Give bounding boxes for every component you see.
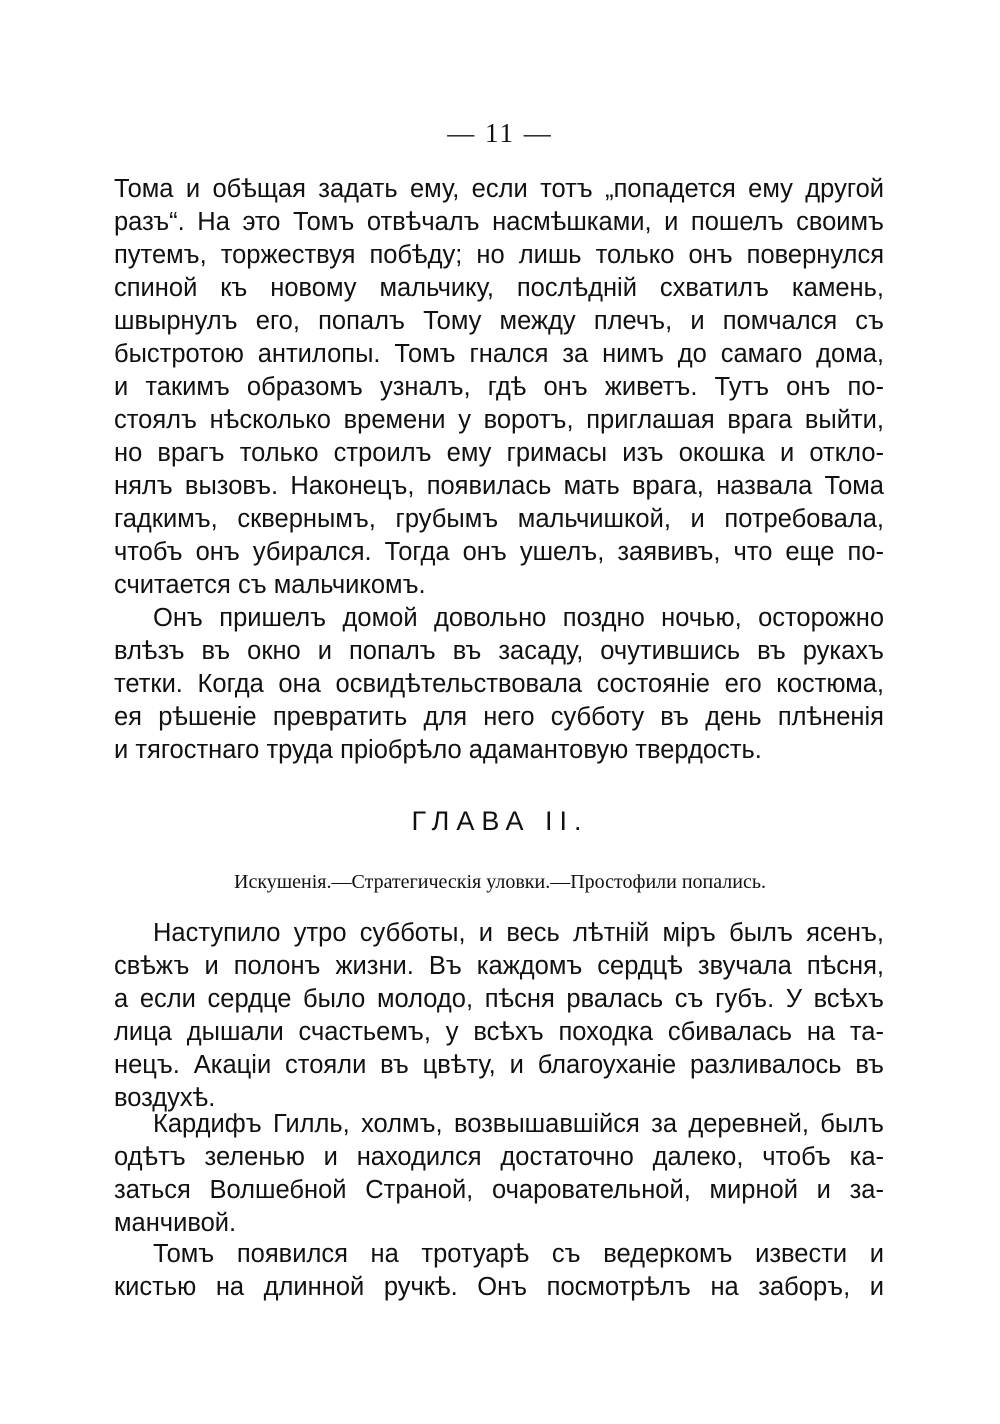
text-line: швырнулъ его, попалъ Тому между плечъ, и помчался съ bbox=[114, 307, 884, 335]
text-line: и такимъ образомъ узналъ, гдѣ онъ живетъ. Тутъ онъ по- bbox=[114, 373, 884, 401]
text-line: нялъ вызовъ. Наконецъ, появилась мать врага, назвала Тома bbox=[114, 472, 884, 500]
text-line: Наступило утро субботы, и весь лѣтній міръ былъ ясенъ, bbox=[153, 919, 884, 947]
text-line: быстротою антилопы. Томъ гнался за нимъ до самаго дома, bbox=[114, 340, 884, 368]
chapter-subtitle: Искушенія.—Стратегическія уловки.—Простофили попались. bbox=[234, 871, 766, 893]
text-line: тетки. Когда она освидѣтельствовала состояніе его костюма, bbox=[114, 670, 884, 698]
text-line: кистью на длинной ручкѣ. Онъ посмотрѣлъ на заборъ, и bbox=[114, 1273, 884, 1301]
text-line: путемъ, торжествуя побѣду; но лишь только онъ повернулся bbox=[114, 241, 884, 269]
text-line: стоялъ нѣсколько времени у воротъ, приглашая врага выйти, bbox=[114, 406, 884, 434]
text-line: одѣтъ зеленью и находился достаточно далеко, чтобъ ка- bbox=[114, 1143, 884, 1171]
text-line: Кардифъ Гилль, холмъ, возвышавшійся за деревней, былъ bbox=[153, 1110, 884, 1138]
text-line: разъ“. На это Томъ отвѣчалъ насмѣшками, и пошелъ своимъ bbox=[114, 208, 884, 236]
text-line: заться Волшебной Страной, очаровательной, мирной и за- bbox=[114, 1176, 884, 1204]
text-line: нецъ. Акаціи стояли въ цвѣту, и благоуханіе разливалось въ bbox=[114, 1051, 884, 1079]
text-line: воздухѣ. bbox=[114, 1084, 216, 1112]
text-line: чтобъ онъ убирался. Тогда онъ ушелъ, заявивъ, что еще по- bbox=[114, 538, 884, 566]
text-line: Тома и обѣщая задать ему, если тотъ „попадется ему другой bbox=[114, 175, 884, 203]
text-line: ея рѣшеніе превратить для него субботу въ день плѣненія bbox=[114, 703, 884, 731]
text-line: гадкимъ, сквернымъ, грубымъ мальчишкой, и потребовала, bbox=[114, 505, 884, 533]
text-line: спиной къ новому мальчику, послѣдній схватилъ камень, bbox=[114, 274, 884, 302]
text-line: лица дышали счастьемъ, у всѣхъ походка сбивалась на та- bbox=[114, 1018, 884, 1046]
text-line: Томъ появился на тротуарѣ съ ведеркомъ извести и bbox=[153, 1240, 884, 1268]
text-line: но врагъ только строилъ ему гримасы изъ окошка и откло- bbox=[114, 439, 884, 467]
text-line: манчивой. bbox=[114, 1209, 237, 1237]
text-line: а если сердце было молодо, пѣсня рвалась съ губъ. У всѣхъ bbox=[114, 985, 884, 1013]
text-line: и тягостнаго труда пріобрѣло адамантовую твердость. bbox=[114, 736, 762, 764]
text-line: Онъ пришелъ домой довольно поздно ночью, осторожно bbox=[153, 604, 884, 632]
text-line: считается съ мальчикомъ. bbox=[114, 571, 426, 599]
text-line: свѣжъ и полонъ жизни. Въ каждомъ сердцѣ звучала пѣсня, bbox=[114, 952, 884, 980]
page-number: — 11 — bbox=[447, 118, 553, 148]
chapter-title: ГЛАВА II. bbox=[411, 806, 589, 836]
text-line: влѣзъ въ окно и попалъ въ засаду, очутившись въ рукахъ bbox=[114, 637, 884, 665]
